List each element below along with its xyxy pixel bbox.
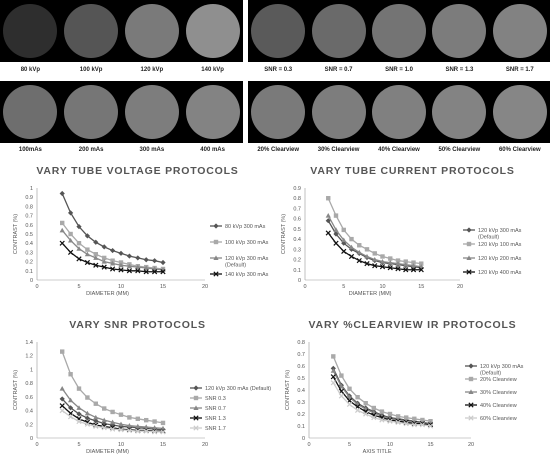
legend-label: 80 kVp 300 mAs bbox=[225, 224, 266, 230]
phantom-image bbox=[3, 85, 57, 139]
phantom-image bbox=[125, 85, 179, 139]
legend-label: 120 kVp 200 mAs bbox=[478, 256, 522, 262]
data-point bbox=[334, 241, 338, 245]
y-tick-label: 0.4 bbox=[297, 388, 305, 394]
chart-snr bbox=[0, 312, 275, 460]
phantom-image bbox=[372, 4, 426, 58]
data-point bbox=[118, 251, 123, 256]
data-point bbox=[373, 251, 377, 255]
phantom-label: SNR = 0.3 bbox=[264, 67, 293, 73]
y-tick-label: 0.8 bbox=[297, 340, 305, 346]
legend-entry bbox=[210, 240, 269, 246]
phantom-label: SNR = 1.0 bbox=[385, 67, 413, 73]
data-point bbox=[214, 240, 218, 244]
data-point bbox=[355, 395, 359, 399]
data-point bbox=[68, 372, 72, 376]
x-tick-label: 15 bbox=[418, 284, 425, 290]
data-point bbox=[136, 417, 140, 421]
x-tick-label: 10 bbox=[117, 442, 125, 448]
y-tick-label: 0.5 bbox=[293, 226, 301, 233]
chart-title: VARY SNR PROTOCOLS bbox=[69, 319, 206, 331]
data-point bbox=[77, 241, 81, 245]
y-tick-label: 0.2 bbox=[25, 422, 33, 429]
y-tick-label: 0 bbox=[29, 278, 33, 284]
x-tick-label: 5 bbox=[342, 284, 346, 290]
data-point bbox=[110, 410, 114, 414]
data-point bbox=[469, 377, 473, 381]
data-point bbox=[68, 232, 72, 236]
chart-title: VARY TUBE CURRENT PROTOCOLS bbox=[310, 165, 515, 177]
phantom-image bbox=[493, 85, 547, 139]
data-point bbox=[347, 387, 351, 391]
data-point bbox=[60, 404, 64, 408]
y-tick-label: 0.7 bbox=[25, 213, 33, 220]
data-point bbox=[339, 373, 343, 377]
x-tick-label: 10 bbox=[379, 284, 386, 290]
data-point bbox=[468, 363, 473, 368]
y-tick-label: 0.5 bbox=[297, 376, 305, 382]
y-axis-label: CONTRAST (%) bbox=[281, 213, 287, 255]
x-tick-label: 0 bbox=[35, 442, 39, 448]
data-point bbox=[60, 191, 65, 196]
chart-tube-voltage bbox=[0, 160, 275, 300]
data-point bbox=[365, 247, 369, 251]
x-tick-label: 5 bbox=[77, 284, 81, 290]
data-point bbox=[342, 249, 346, 253]
legend-entry bbox=[463, 270, 522, 276]
x-tick-label: 20 bbox=[456, 284, 464, 290]
legend-entry bbox=[463, 255, 522, 262]
data-point bbox=[339, 394, 343, 398]
y-axis-label: CONTRAST (%) bbox=[285, 369, 291, 411]
phantom-label: 300 mAs bbox=[139, 147, 165, 153]
phantom-label: 30% Clearview bbox=[317, 147, 360, 153]
x-tick-label: 15 bbox=[427, 442, 434, 448]
y-tick-label: 0.2 bbox=[297, 412, 305, 418]
y-tick-label: 0.9 bbox=[293, 186, 301, 192]
series-0 bbox=[60, 191, 166, 265]
legend-label: 120 kVp 300 mAs (Default) bbox=[205, 386, 272, 392]
y-tick-label: 0.1 bbox=[297, 424, 305, 430]
data-point bbox=[85, 395, 89, 399]
y-tick-label: 0.3 bbox=[25, 250, 33, 257]
y-tick-label: 0 bbox=[301, 436, 305, 442]
phantom-image bbox=[312, 4, 366, 58]
legend-entry bbox=[463, 242, 522, 248]
data-point bbox=[349, 254, 353, 258]
phantom-image bbox=[125, 4, 179, 58]
y-axis-label: CONTRAST (%) bbox=[13, 213, 19, 255]
legend-label: SNR 0.7 bbox=[205, 406, 226, 412]
phantom-image bbox=[432, 85, 486, 139]
phantom-label: 40% Clearview bbox=[378, 147, 420, 153]
legend-entry bbox=[210, 223, 266, 230]
data-point bbox=[380, 409, 384, 413]
phantom-image bbox=[186, 85, 240, 139]
y-tick-label: 0.9 bbox=[25, 195, 33, 202]
phantom-image bbox=[64, 85, 118, 139]
legend-entry bbox=[190, 396, 226, 402]
data-point bbox=[152, 419, 156, 423]
data-point bbox=[60, 221, 64, 225]
y-tick-label: 0.8 bbox=[25, 381, 33, 388]
data-point bbox=[102, 406, 106, 410]
y-tick-label: 0.1 bbox=[25, 268, 33, 275]
legend-entry bbox=[465, 377, 517, 383]
data-point bbox=[342, 228, 346, 232]
legend-entry bbox=[465, 403, 517, 409]
phantom-image bbox=[186, 4, 240, 58]
phantom-image bbox=[493, 4, 547, 58]
data-point bbox=[349, 237, 353, 241]
data-point bbox=[102, 244, 107, 249]
x-tick-label: 15 bbox=[159, 284, 167, 290]
phantom-label: 200 mAs bbox=[78, 147, 104, 153]
legend-label: 120 kVp 400 mAs bbox=[478, 270, 522, 276]
series-1 bbox=[60, 349, 165, 425]
data-point bbox=[364, 401, 368, 405]
legend-entry bbox=[465, 363, 524, 376]
legend-label: SNR 1.3 bbox=[205, 416, 226, 422]
y-tick-label: 1.2 bbox=[25, 353, 33, 360]
data-point bbox=[466, 227, 471, 232]
chart-title: VARY TUBE VOLTAGE PROTOCOLS bbox=[36, 165, 239, 177]
data-point bbox=[85, 247, 89, 251]
data-point bbox=[161, 421, 165, 425]
y-tick-label: 0 bbox=[297, 278, 301, 284]
series-1 bbox=[326, 196, 423, 266]
y-tick-label: 0.8 bbox=[293, 196, 301, 203]
legend-entry bbox=[463, 227, 522, 240]
x-axis-label: DIAMETER (MM) bbox=[86, 291, 129, 297]
data-point bbox=[326, 213, 331, 218]
phantom-image bbox=[372, 85, 426, 139]
legend-label: 20% Clearview bbox=[480, 377, 517, 383]
y-tick-label: 0 bbox=[29, 436, 33, 442]
data-point bbox=[326, 231, 330, 235]
chart-clearview bbox=[275, 312, 550, 460]
data-point bbox=[194, 396, 198, 400]
x-tick-label: 0 bbox=[307, 442, 311, 448]
data-point bbox=[60, 349, 64, 353]
data-point bbox=[60, 408, 64, 412]
legend-label: 120 kVp 300 mAs (Default) bbox=[478, 228, 522, 241]
legend-entry bbox=[190, 426, 226, 432]
data-point bbox=[193, 385, 198, 390]
legend-label: 120 kVp 300 mAs (Default) bbox=[480, 364, 524, 377]
data-point bbox=[60, 228, 65, 233]
y-tick-label: 0.6 bbox=[25, 222, 33, 229]
data-point bbox=[331, 375, 335, 379]
phantom-image bbox=[251, 4, 305, 58]
legend-label: 100 kVp 300 mAs bbox=[225, 240, 269, 246]
phantom-label: 140 kVp bbox=[201, 67, 224, 73]
x-tick-label: 5 bbox=[77, 442, 81, 448]
phantom-label: 400 mAs bbox=[200, 147, 225, 153]
legend-label: SNR 1.7 bbox=[205, 426, 226, 432]
y-tick-label: 0.3 bbox=[297, 400, 305, 406]
data-point bbox=[68, 250, 72, 254]
phantom-image bbox=[312, 85, 366, 139]
phantom-label: SNR = 1.3 bbox=[445, 67, 474, 73]
phantom-label: SNR = 1.7 bbox=[505, 67, 534, 73]
data-point bbox=[388, 412, 392, 416]
data-point bbox=[127, 253, 132, 258]
y-tick-label: 0.3 bbox=[293, 247, 301, 254]
data-point bbox=[68, 415, 72, 419]
legend-label: SNR 0.3 bbox=[205, 396, 226, 402]
y-tick-label: 0.1 bbox=[293, 267, 301, 274]
y-tick-label: 0.5 bbox=[25, 232, 33, 238]
x-tick-label: 15 bbox=[159, 442, 167, 448]
phantom-label: 100 kVp bbox=[79, 67, 103, 73]
data-point bbox=[144, 418, 148, 422]
series-2 bbox=[60, 386, 166, 430]
y-axis-label: CONTRAST (%) bbox=[13, 369, 19, 411]
y-tick-label: 0.8 bbox=[25, 204, 33, 211]
legend-label: 60% Clearview bbox=[480, 416, 517, 422]
data-point bbox=[110, 248, 115, 253]
x-tick-label: 20 bbox=[467, 442, 475, 448]
series-2 bbox=[326, 213, 424, 269]
y-tick-label: 0.6 bbox=[297, 364, 305, 370]
x-tick-label: 10 bbox=[386, 442, 394, 448]
y-tick-label: 1 bbox=[29, 367, 33, 374]
phantom-label: 60% Clearview bbox=[498, 147, 541, 153]
data-point bbox=[467, 242, 471, 246]
series-1 bbox=[331, 354, 433, 423]
phantom-image bbox=[432, 4, 486, 58]
legend-label: 40% Clearview bbox=[480, 403, 517, 409]
data-point bbox=[326, 196, 330, 200]
legend-label: 140 kVp 300 mAs bbox=[225, 272, 269, 278]
data-point bbox=[127, 415, 131, 419]
phantom-image bbox=[3, 4, 57, 58]
data-point bbox=[144, 257, 149, 262]
y-tick-label: 0.4 bbox=[25, 241, 33, 248]
x-tick-label: 10 bbox=[117, 284, 125, 290]
x-tick-label: 0 bbox=[35, 284, 39, 290]
data-point bbox=[77, 386, 81, 390]
y-tick-label: 1 bbox=[29, 186, 33, 192]
data-point bbox=[372, 406, 376, 410]
y-tick-label: 0.7 bbox=[293, 206, 301, 213]
y-tick-label: 1.4 bbox=[25, 340, 33, 346]
data-point bbox=[152, 258, 157, 263]
legend-entry bbox=[465, 416, 517, 422]
phantom-image bbox=[251, 85, 305, 139]
legend-entry bbox=[210, 272, 269, 278]
data-point bbox=[160, 260, 165, 265]
data-point bbox=[357, 243, 361, 247]
y-tick-label: 0.6 bbox=[293, 216, 301, 223]
phantom-label: 80 kVp bbox=[20, 67, 41, 73]
legend-entry bbox=[210, 255, 269, 268]
data-point bbox=[331, 381, 335, 385]
x-tick-label: 0 bbox=[303, 284, 307, 290]
phantom-label: SNR = 0.7 bbox=[324, 67, 353, 73]
data-point bbox=[135, 255, 140, 260]
legend-label: 120 kVp 100 mAs bbox=[478, 242, 522, 248]
data-point bbox=[60, 241, 64, 245]
y-tick-label: 0.4 bbox=[25, 408, 33, 415]
data-point bbox=[213, 223, 218, 228]
y-tick-label: 0.6 bbox=[25, 394, 33, 401]
x-axis-label: DIAMETER (MM) bbox=[348, 291, 392, 297]
x-tick-label: 5 bbox=[347, 442, 352, 448]
data-point bbox=[60, 386, 65, 391]
phantom-label: 120 kVp bbox=[140, 67, 164, 73]
y-tick-label: 0.7 bbox=[297, 352, 305, 358]
data-point bbox=[119, 412, 123, 416]
data-point bbox=[334, 213, 338, 217]
phantom-label: 20% Clearview bbox=[257, 147, 300, 153]
legend-label: 30% Clearview bbox=[480, 390, 517, 396]
chart-tube-current bbox=[275, 160, 550, 300]
x-axis-label: AXIS TITLE bbox=[362, 449, 392, 455]
x-tick-label: 20 bbox=[201, 442, 209, 448]
x-axis-label: DIAMETER (MM) bbox=[86, 449, 129, 455]
legend-entry bbox=[190, 405, 226, 412]
phantom-label: 100mAs bbox=[18, 147, 42, 153]
phantom-image bbox=[64, 4, 118, 58]
legend-entry bbox=[190, 416, 226, 422]
data-point bbox=[331, 354, 335, 358]
phantom-label: 50% Clearview bbox=[438, 147, 481, 153]
legend-entry bbox=[465, 389, 517, 396]
y-tick-label: 0.2 bbox=[25, 259, 33, 266]
data-point bbox=[347, 402, 351, 406]
y-tick-label: 0.4 bbox=[293, 237, 301, 244]
data-point bbox=[380, 254, 384, 258]
data-point bbox=[94, 402, 98, 406]
legend-entry bbox=[190, 385, 271, 392]
y-tick-label: 0.2 bbox=[293, 257, 301, 264]
chart-title: VARY %CLEARVIEW IR PROTOCOLS bbox=[308, 319, 517, 331]
x-tick-label: 20 bbox=[201, 284, 209, 290]
legend-label: 120 kVp 300 mAs (Default) bbox=[225, 256, 269, 269]
